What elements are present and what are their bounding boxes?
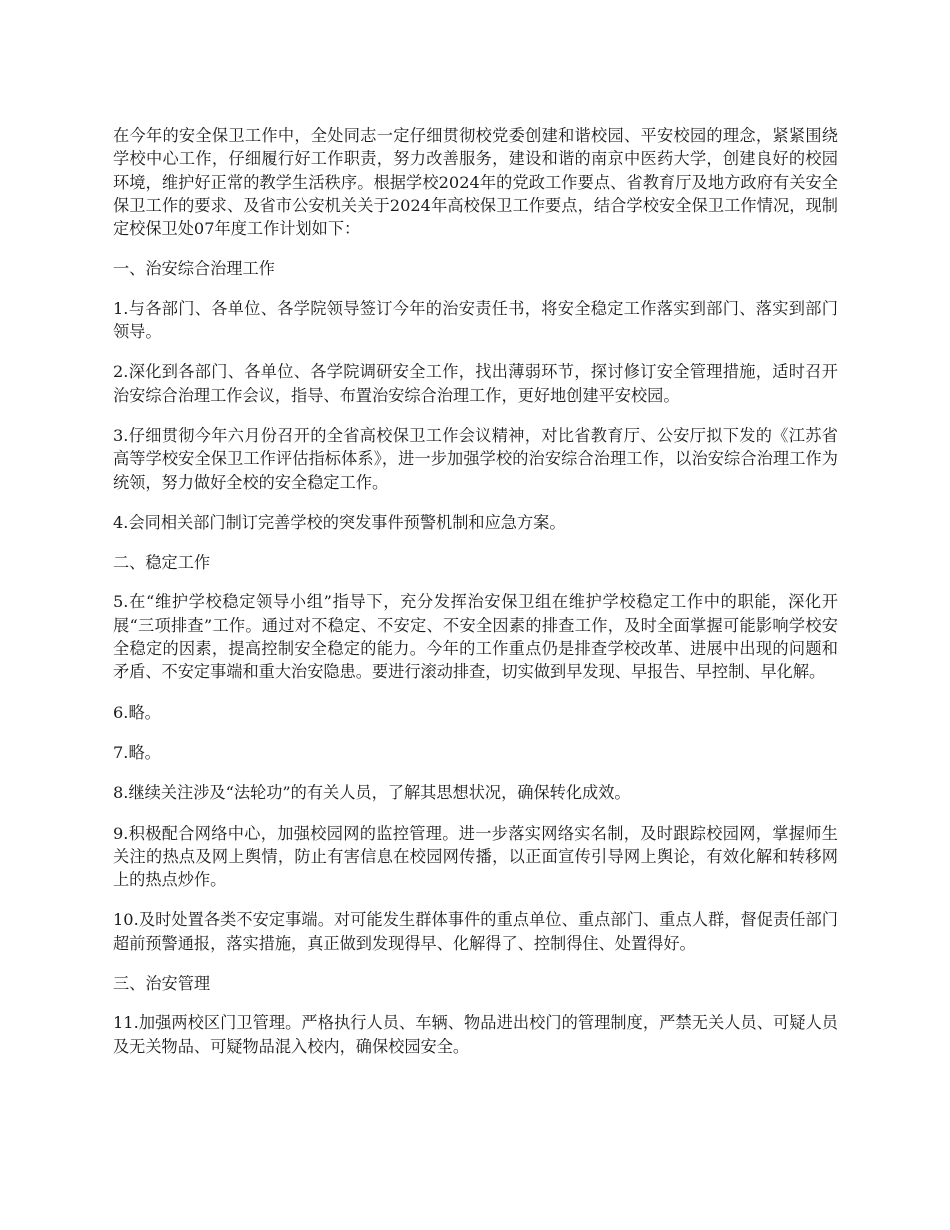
item-paragraph-6: 6.略。 [113,702,161,722]
item-paragraph-10: 10.及时处置各类不安定事端。对可能发生群体事件的重点单位、重点部门、重点人群，督促责任部门超前预警通报，落实措施，真正做到发现得早、化解得了、控制得住、处置得好。 [113,910,838,953]
item-paragraph-3: 3.仔细贯彻今年六月份召开的全省高校保卫工作会议精神，对比省教育厅、公安厅拟下发的《江苏省高等学校安全保卫工作评估指标体系》，进一步加强学校的治安综合治理工作，以治安综合治理工作为统领，努力做好全校的安全稳定工作。 [113,425,838,492]
section-heading-stability: 二、稳定工作 [113,553,211,573]
item-paragraph-9: 9.积极配合网络中心，加强校园网的监控管理。进一步落实网络实名制，及时跟踪校园网，掌握师生关注的热点及网上舆情，防止有害信息在校园网传播，以正面宣传引导网上舆论，有效化解和转移网上的热点炒作。 [113,823,838,890]
item-paragraph-11: 11.加强两校区门卫管理。严格执行人员、车辆、物品进出校门的管理制度，严禁无关人员、可疑人员及无关物品、可疑物品混入校内，确保校园安全。 [113,1013,838,1056]
section-heading-security-management: 三、治安管理 [113,974,211,994]
item-paragraph-7: 7.略。 [113,742,161,762]
section-heading-public-security: 一、治安综合治理工作 [113,259,275,279]
intro-paragraph: 在今年的安全保卫工作中，全处同志一定仔细贯彻校党委创建和谐校园、平安校园的理念，紧紧围绕学校中心工作，仔细履行好工作职责，努力改善服务，建设和谐的南京中医药大学，创建良好的校园环境，维护好正常的教学生活秩序。根据学校2024年的党政工作要点、省教育厅及地方政府有关安全保卫工作的要求、及省市公安机关关于2024年高校保卫工作要点，结合学校安全保卫工作情况，现制定校保卫处07年度工作计划如下： [113,126,838,239]
item-paragraph-8: 8.继续关注涉及“法轮功”的有关人员，了解其思想状况，确保转化成效。 [113,783,631,803]
item-paragraph-2: 2.深化到各部门、各单位、各学院调研安全工作，找出薄弱环节，探讨修订安全管理措施，适时召开治安综合治理工作会议，指导、布置治安综合治理工作，更好地创建平安校园。 [113,362,838,405]
item-paragraph-5: 5.在“维护学校稳定领导小组”指导下，充分发挥治安保卫组在维护学校稳定工作中的职能，深化开展“三项排查”工作。通过对不稳定、不安定、不安全因素的排查工作，及时全面掌握可能影响学校安全稳定的因素，提高控制安全稳定的能力。今年的工作重点仍是排查学校改革、进展中出现的问题和矛盾、不安定事端和重大治安隐患。要进行滚动排查，切实做到早发现、早报告、早控制、早化解。 [113,592,838,682]
item-paragraph-1: 1.与各部门、各单位、各学院领导签订今年的治安责任书，将安全稳定工作落实到部门、落实到部门领导。 [113,298,838,342]
item-paragraph-4: 4.会同相关部门制订完善学校的突发事件预警机制和应急方案。 [113,512,566,532]
